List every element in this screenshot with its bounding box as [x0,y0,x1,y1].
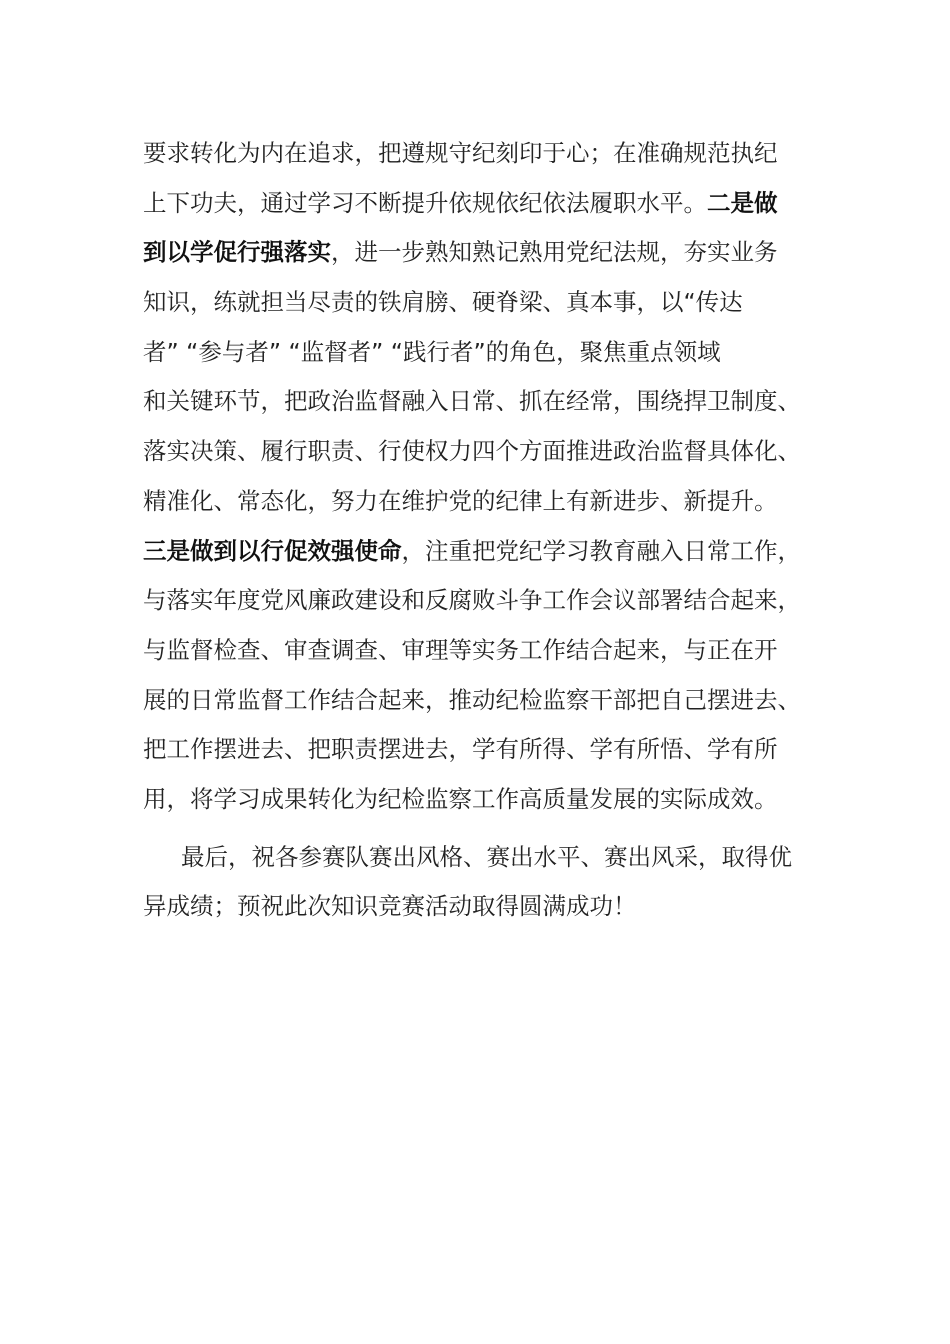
bold-text-run: 二是做 [707,188,778,217]
text-line: 精准化、常态化，努力在维护党的纪律上有新进步、新提升。 [143,486,778,515]
text-line [143,527,823,577]
text-line: 落实决策、履行职责、行使权力四个方面推进政治监督具体化、 [143,437,801,466]
document-body [143,129,823,932]
paragraph-1 [143,129,823,825]
bold-text-run: 到以学促行强落实 [143,238,331,267]
text-run: ，注重把党纪学习教育融入日常工作， [401,536,801,565]
text-line: 把工作摆进去、把职责摆进去，学有所得、学有所悟、学有所 [143,735,778,764]
text-line: 者” “参与者” “监督者” “践行者”的角色，聚焦重点领域 [143,337,721,366]
paragraph-spacer [143,825,823,833]
paragraph-2 [143,833,823,932]
text-line: 最后，祝各参赛队赛出风格、赛出水平、赛出风采，取得优 [181,842,792,871]
text-run: 上下功夫，通过学习不断提升依规依纪依法履职水平。 [143,188,707,217]
text-line: 要求转化为内在追求，把遵规守纪刻印于心；在准确规范执纪 [143,139,778,167]
bold-text-run: 三是做到以行促效强使命 [143,536,402,565]
text-line: 知识，练就担当尽责的铁肩膀、硬脊梁、真本事，以“传达 [143,288,743,317]
text-line [143,179,823,229]
text-line [143,228,823,278]
text-line: 用，将学习成果转化为纪检监察工作高质量发展的实际成效。 [143,784,778,813]
text-line: 和关键环节，把政治监督融入日常、抓在经常，围绕捍卫制度、 [143,387,801,416]
text-line: 与监督检查、审查调查、审理等实务工作结合起来，与正在开 [143,635,778,664]
text-line: 展的日常监督工作结合起来，推动纪检监察干部把自己摆进去、 [143,685,801,714]
text-line: 与落实年度党风廉政建设和反腐败斗争工作会议部署结合起来， [143,586,801,615]
text-line: 异成绩；预祝此次知识竞赛活动取得圆满成功！ [143,892,637,921]
text-run: ，进一步熟知熟记熟用党纪法规，夯实业务 [331,238,778,267]
